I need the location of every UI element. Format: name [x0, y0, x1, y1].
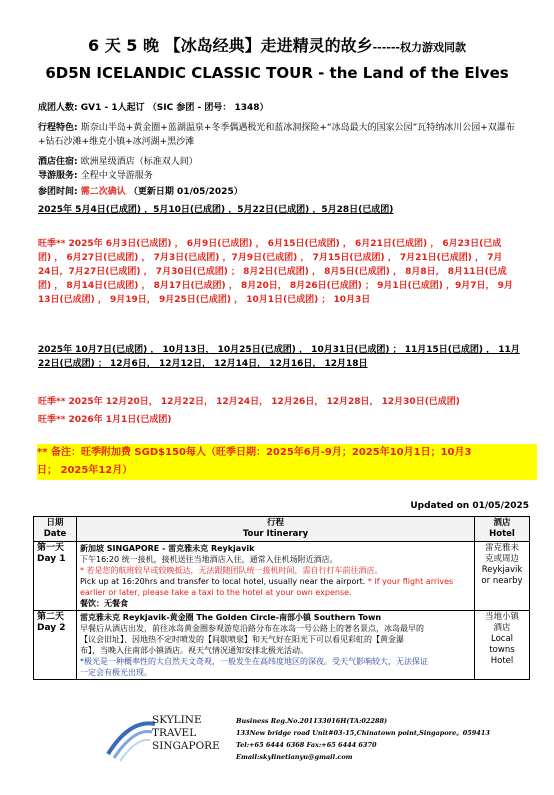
autumn-line: 22日(已成团) ； 12月6日， 12月12日， 12月14日， 12月16日， 12月18日 — [38, 359, 368, 369]
itinerary-cell — [77, 611, 475, 680]
hotel-cell: 雷克雅未 克或周边 Reykjavik or nearby — [475, 542, 530, 611]
info-date-update: （更新日期 01/05/2025） — [128, 187, 243, 197]
info-hotel-value: 欧洲星级酒店（标准双人间） — [80, 157, 198, 167]
itinerary-line: 布】，当晚入住南部小镇酒店。视天气情况通知安排北极光活动。 — [80, 646, 308, 655]
itinerary-line: 【议会旧址】、因地热不定时喷发的【间歇喷泉】和天气好在阳光下可以看见彩虹的【黄金瀑 — [80, 635, 404, 644]
autumn-line: 2025年 10月7日(已成团) ， 10月13日， 10月25日(已成团) ， 10月31日(已成团) ； 11月15日(已成团) ， 11月 — [38, 345, 520, 355]
day-cell: 第一天 Day 1 — [34, 542, 77, 611]
email: Email:skylinetianyu@gmail.com — [236, 753, 353, 761]
info-date-label: 参团时间: — [38, 187, 78, 197]
day-title: 雷克雅未克 Reykjavik-黄金圈 The Golden Circle-南部小镇 Southern Town — [80, 613, 382, 622]
note-line1: ** 备注：旺季附加费 SGD$150每人（旺季日期：2025年6月-9月；2025年10月1日；10月3 — [37, 447, 472, 458]
itinerary-table — [33, 516, 530, 680]
peak-line: 团) ， 6月27日(已成团) ， 7月3日(已成团) ，7月9日(已成团) ， 7月15日(已成团) ， 7月21日(已成团) ， 7月 — [38, 253, 503, 263]
day-title: 新加坡 SINGAPORE - 雷克雅未克 Reykjavik — [80, 544, 255, 553]
updated-date: Updated on 01/05/2025 — [410, 501, 529, 511]
address: 133New bridge road Unit#03-15,Chinatown point,Singapore。059413 — [236, 729, 490, 737]
dates-may: 2025年 5月4日(已成团) ，5月10日(已成团) ，5月22日(已成团) ，5月28日(已成团) — [38, 205, 394, 215]
meal-line: 餐饮：无餐食 — [80, 599, 128, 608]
info-features-line2: +钻石沙滩+维克小镇+冰河湖+黑沙滩 — [38, 137, 195, 147]
itinerary-line: earlier or later, please take a taxi to the hotel at your own expense. — [80, 588, 352, 597]
info-features-line1: 斯奈山半岛+黄金圈+蓝湖温泉+冬季偶遇极光和蓝冰洞探险+“冰岛最大的国家公园”瓦特纳冰川公园+双瀑布 — [80, 123, 515, 133]
info-group-label: 成团人数: — [38, 103, 78, 113]
table-row — [34, 542, 530, 611]
business-reg: Business Reg.No.201133016H(TA:02288) — [236, 717, 388, 725]
logo-text: SKYLINE TRAVEL SINGAPORE — [152, 714, 220, 752]
itinerary-line: * 若是您的航班较早或较晚抵达，无法跟随团队统一接机时间，需自行打车前往酒店。 — [80, 566, 383, 575]
info-features — [38, 121, 538, 149]
peak-surcharge-note — [37, 444, 537, 480]
header-itinerary: 行程 Tour Itinerary — [77, 517, 475, 542]
dates-peak-winter — [38, 395, 538, 427]
dates-autumn — [38, 343, 538, 371]
info-hotel-label: 酒店住宿: — [38, 157, 78, 167]
title-chinese — [0, 36, 554, 58]
header-date: 日期 Date — [34, 517, 77, 542]
table-header-row — [34, 517, 530, 542]
peak-winter-line: 旺季** 2026年 1月1日(已成团) — [38, 415, 172, 425]
itinerary-line: 一定会有极光出现。 — [80, 668, 152, 677]
info-guide-label: 导游服务: — [38, 171, 78, 181]
itinerary-cell — [77, 542, 475, 611]
peak-line: 旺季** 2025年 6月3日(已成团) ， 6月9日(已成团) ， 6月15日(已成团) ， 6月21日(已成团) ， 6月23日(已成 — [38, 239, 502, 249]
info-group — [38, 101, 538, 115]
header-hotel: 酒店 Hotel — [475, 517, 530, 542]
dates-peak-summer — [38, 237, 538, 307]
table-row — [34, 611, 530, 680]
phone-fax: Tel:+65 6444 6368 Fax:+65 6444 6370 — [236, 741, 377, 749]
info-group-value: GV1 - 1人起订 （SIC 参团 - 团号： 1348） — [80, 103, 269, 113]
peak-winter-line: 旺季** 2025年 12月20日， 12月22日， 12月24日， 12月26日， 12月28日， 12月30日(已成团) — [38, 397, 460, 407]
info-date — [38, 185, 538, 199]
itinerary-line: *极光是一种概率性的大自然天文奇观，一般发生在高纬度地区的深夜。受天气影响较大，无法保证 — [80, 657, 428, 666]
info-guide-value: 全程中文导游服务 — [80, 171, 153, 181]
title-chinese-main: 6 天 5 晚 【冰岛经典】走进精灵的故乡 — [88, 36, 373, 55]
footer-company-info — [236, 715, 490, 763]
info-features-label: 行程特色: — [38, 123, 78, 133]
title-chinese-sub: ------权力游戏同款 — [372, 41, 466, 54]
peak-line: 13日(已成团) ， 9月19日， 9月25日(已成团) ， 10月1日(已成团) ； 10月3日 — [38, 295, 371, 305]
info-hotel — [38, 155, 538, 169]
note-line2: 日； 2025年12月） — [37, 465, 133, 476]
peak-line: 团) ， 8月14日(已成团) ， 8月17日(已成团) ， 8月20日， 8月26日(已成团) ； 9月1日(已成团) ，9月7日， 9月 — [38, 281, 513, 291]
peak-line: 24日，7月27日(已成团) ， 7月30日(已成团) ； 8月2日(已成团) ， 8月5日(已成团) ， 8月8日， 8月11日(已成 — [38, 267, 507, 277]
title-english: 6D5N ICELANDIC CLASSIC TOUR - the Land of the Elves — [45, 64, 509, 82]
day-cell: 第二天 Day 2 — [34, 611, 77, 680]
info-date-confirm: 需二次确认 — [80, 187, 126, 197]
hotel-cell: 当地小镇 酒店 Local towns Hotel — [475, 611, 530, 680]
itinerary-line: 早餐后从酒店出发，前往冰岛黄金圈参观游览沿路分布在冰岛一号公路上的著名景点，冰岛最早的 — [80, 624, 424, 633]
itinerary-line: 下午16:20 统一接机，接机送往当地酒店入住，通常入住机场附近酒店。 — [80, 555, 338, 564]
itinerary-line: Pick up at 16:20hrs and transfer to local hotel, usually near the airport. * If your flight arrives — [80, 577, 454, 586]
info-guide — [38, 169, 538, 183]
